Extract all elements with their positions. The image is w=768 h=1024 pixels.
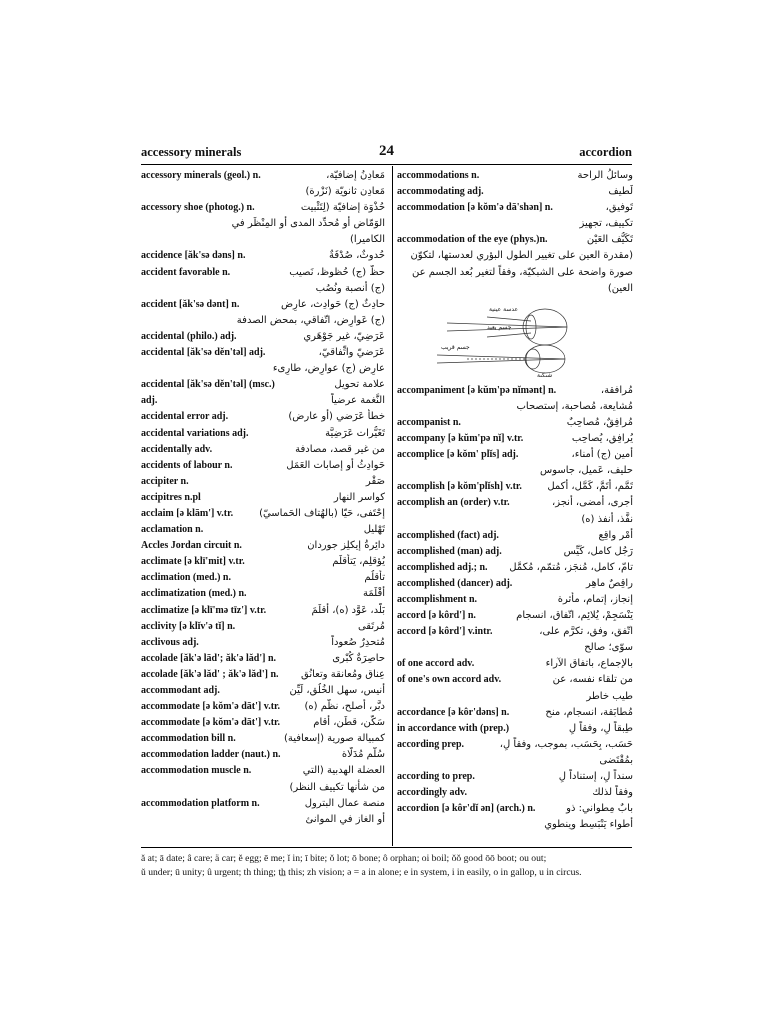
dictionary-entry [141,586,385,602]
dictionary-entry [141,554,385,570]
dictionary-entry [141,248,385,264]
entry-headword: according prep. [397,738,465,750]
entry-headword: accommodation platform n. [141,797,260,809]
entry-translation: حُذْوَة إضافيّة (لِتَثْبيت [300,202,385,214]
entry-translation: سنداً لِ، إستناداً لِ [558,771,633,782]
dictionary-entry [141,522,385,538]
entry-translation: أجرى، أمضى، أنجز، [551,497,633,509]
pronunciation-key [141,852,641,880]
entry-headword: accidence [ăk'sə dəns] n. [141,250,246,262]
dictionary-entry [141,506,385,522]
entry-translation: سَكَّن، قطَن، أقام [313,717,385,729]
entry-headword: accordingly adv. [397,787,468,799]
entry-translation: مُرافقة، [600,384,633,396]
entry-translation: وفقاً لذلك [592,787,633,799]
dictionary-entry [141,570,385,586]
entry-translation: اتّفق، وفق، تكرَّم على، [539,626,633,638]
dictionary-entry [141,345,385,377]
entry-translation: تَمَّم، أتَمَّ، كَمَّل، أكمل [547,481,633,493]
entry-headword: accomplice [ə kŏm' plĭs] adj. [397,449,519,461]
entry-translation: مَعادِنُ إضافيّة، [326,170,385,181]
entry-headword: acclamation n. [141,524,204,536]
entry-headword: accordance [ə kôr'dəns] n. [397,706,510,718]
entry-translation: سُلَّم مُدَلّاة [341,749,385,761]
entry-translation: حُدوثٌ، صُدْفَةٌ [329,250,385,262]
dictionary-entry [397,769,633,785]
entry-translation: حادِثٌ (ج) حَوادِث، عارِض [280,298,385,310]
dictionary-entry [141,715,385,731]
entry-translation: عَرَضيّ واتِّفاقيّ، [318,347,385,359]
right-column [397,168,633,833]
dictionary-entry [141,699,385,715]
entry-translation-continued: مُشايعة، مُصاحبة، إستصحاب [516,400,633,412]
entry-translation: أمْر واقِع [598,529,633,541]
dictionary-entry [397,415,633,431]
header-left-guideword: accessory minerals [141,145,242,159]
dictionary-entry [397,184,633,200]
figure-label: عدسة عينية [489,305,519,313]
entry-headword: accidentally adv. [141,443,213,455]
entry-translation-continued: حليف، عَميل، جاسوس [540,465,633,477]
dictionary-entry [141,603,385,619]
dictionary-entry [141,265,385,297]
entry-headword: accomplished adj.; n. [397,561,488,573]
entry-headword: accident favorable n. [141,266,231,278]
entry-headword: accordion [ə kôr'dĭ ən] (arch.) n. [397,803,536,815]
dictionary-entry [397,576,633,592]
dictionary-entry [397,544,633,560]
entry-translation: منصة عمال البترول [304,797,385,809]
entry-headword: accompaniment [ə kŭm'pə nĭmənt] n. [397,384,557,396]
entry-headword: adj. [141,395,158,407]
header-rule [141,164,632,165]
entry-headword: acclivous adj. [141,636,199,648]
dictionary-entry [141,747,385,763]
dictionary-entry [397,383,633,415]
entry-headword: accomplished (fact) adj. [397,529,499,541]
entry-translation-continued: سوّى؛ صالح [584,642,633,654]
dictionary-entry [141,490,385,506]
entry-translation-continued: نفَّذ، أنفذ (ه) [581,513,633,525]
entry-translation-continued: مَعادِن ثانويّة (نَزْرة) [305,186,385,198]
dictionary-entry [397,801,633,833]
entry-translation: إحْتَفى، حَيّا (بالهُتاف الحَماسيّ) [259,507,385,519]
dictionary-entry [141,458,385,474]
entry-headword: accommodate [ə kŏm'ə dāt'] v.tr. [141,717,281,729]
dictionary-entry [397,608,633,624]
dictionary-entry [397,447,633,479]
entry-translation: حَسَب، بِحَسَب، بموجب، وفقاً لِ، [499,738,633,750]
dictionary-entry [397,656,633,672]
entry-translation: مُتحدِرٌ صُعوداً [331,636,385,648]
dictionary-entry [397,232,633,296]
dictionary-entry [397,737,633,769]
entry-headword: accommodation of the eye (phys.)n. [397,234,548,246]
entry-translation: يُؤقلِم، يَتأقلَم [332,556,385,568]
dictionary-entry [397,495,633,527]
entry-translation-continued: الكاميرا) [350,234,385,246]
eye-diagram-figure [397,299,633,379]
entry-translation-continued: صورة واضحة على الشبكيّة، وفقاً لتغير بُعد الجسم عن [411,266,633,278]
entry-translation: رَجُل كامل، كَيِّس [563,545,633,557]
dictionary-entry [141,731,385,747]
figure-label: جسم بعيد [487,323,512,331]
dictionary-entry [141,168,385,200]
entry-translation: مُرافِقٌ، مُصاحِبٌ [566,416,633,428]
entry-headword: accommodation bill n. [141,733,236,745]
figure-label: شبكية [537,371,553,377]
entry-headword: acclimatization (med.) n. [141,588,247,600]
entry-translation-continued: (مقدرة العين على تغيير الطول البؤري لعدستها، لتكوّن [410,250,633,262]
entry-headword: accidental [ăk'sə děn'təl] (msc.) [141,379,275,391]
entry-headword: acclimatize [ə klī'mə tīz'] v.tr. [141,604,267,616]
entry-translation: بالإجماع، باتفاق الآراء [545,658,633,670]
entry-translation: بَلَّد، عَوَّد (ه)، أقلَمَ [311,604,385,616]
entry-translation: عِناق ومُعانقة وتعانُق [300,668,385,680]
entry-headword: accomplished (man) adj. [397,545,502,557]
entry-translation: عَرَضِيّ، غير جَوْهَري [303,330,385,342]
entry-headword: accessory minerals (geol.) n. [141,170,261,181]
dictionary-entry [141,667,385,683]
entry-headword: accidents of labour n. [141,459,233,471]
dictionary-entry [141,393,385,409]
page-number: 24 [379,143,394,159]
entry-headword: accessory shoe (photog.) n. [141,202,255,214]
entry-translation: دائِرةُ إيكلِز جوردان [307,540,385,552]
entry-translation: إنجاز، إتمام، مأثرة [557,593,633,605]
footer-rule [141,847,632,848]
header-right-guideword: accordion [579,145,632,159]
dictionary-entry [141,297,385,329]
entry-headword: accidental error adj. [141,411,229,423]
entry-translation-continued: أطواء يَنْبَسِط وينطوي [544,819,633,831]
entry-translation-continued: العين) [607,282,633,294]
entry-translation-continued: الوَمّاض أو مُحدِّد المدى أو المِنْظَر في [231,218,385,230]
entry-headword: acclimate [ə klī'mit] v.tr. [141,556,245,568]
dictionary-entry [397,592,633,608]
entry-headword: accommodation ladder (naut.) n. [141,749,281,761]
entry-headword: accommodant adj. [141,685,220,696]
entry-translation: من تلقاء نفسه، عن [552,674,633,686]
entry-headword: accord [ə kôrd'] v.intr. [397,626,493,638]
entry-translation: مُرتَقى [357,620,385,632]
dictionary-entry [397,721,633,737]
entry-translation: حاصِرَةٌ كُبْرى [332,652,385,664]
entry-headword: according to prep. [397,771,475,782]
entry-headword: accidental variations adj. [141,427,249,439]
dictionary-entry [141,442,385,458]
entry-headword: accommodating adj. [397,186,484,198]
entry-translation: علامة تحويل [334,379,385,391]
entry-headword: accomplish an (order) v.tr. [397,497,510,509]
pronunciation-key-line: ŭ under; ū unity; û urgent; th thing; t͟h this; zh vision; ə = a in alone; e in system, i in easily, o in gallop, u in circus. [141,867,582,878]
dictionary-entry [397,560,633,576]
dictionary-entry [141,377,385,393]
entry-translation: خطأ عَرَضي (أو عارض) [288,411,385,423]
column-divider [392,166,393,846]
entry-translation: كمبيالة صورية (إسعافية) [283,733,385,745]
entry-headword: accomplish [ə kŏm'plĭsh] v.tr. [397,481,522,493]
dictionary-entry [397,705,633,721]
entry-translation-continued: تكييف، تجهيز [579,218,633,230]
entry-translation: يُرافِق، يُصاحِب [571,433,633,445]
entry-translation-continued: (ج) عَوارِض، اتّفاقي، بمحض الصدفة [236,314,385,326]
dictionary-entry [397,200,633,232]
dictionary-entry [141,200,385,248]
entry-translation: مُطابَقة، انسجام، منح [545,706,633,718]
entry-translation: صَقْر [365,475,385,487]
dictionary-entry [141,651,385,667]
entry-translation: يَنْسَجِمْ، يُلائِم، اتّفاق، انسجام [516,610,633,622]
dictionary-entry [397,168,633,184]
entry-translation-continued: (ج) أنصبة ونُصُب [315,282,385,294]
dictionary-entry [141,426,385,442]
entry-translation-continued: عارِض (ج) عوارِض، طارِىء [272,363,385,375]
entry-translation: النَّغمة عرضياً [330,395,385,407]
entry-headword: acclimation (med.) n. [141,572,231,584]
entry-headword: acclaim [ə klām'] v.tr. [141,507,234,519]
entry-translation: دبَّر، أصلح، نظَّم (ه) [304,701,385,713]
entry-headword: accipiter n. [141,475,189,487]
entry-headword: accommodations n. [397,170,480,181]
entry-headword: accomplished (dancer) adj. [397,577,513,589]
entry-headword: in accordance with (prep.) [397,722,510,734]
entry-translation: حَوادِثُ أو إصابات العَمَل [286,459,385,471]
entry-translation-continued: من شأنها تكييف النظر) [289,781,385,793]
dictionary-entry [141,796,385,828]
dictionary-entry [397,479,633,495]
entry-translation: تَكَيُّف العَيْن [586,234,633,246]
dictionary-entry [141,329,385,345]
entry-translation: تأقلُم [364,572,385,584]
entry-translation-continued: بمُقْتَضى [599,754,633,766]
entry-headword: accompany [ə kŭm'pə nĭ] v.tr. [397,433,524,445]
entry-headword: accipitres n.pl [141,491,201,503]
entry-headword: of one accord adv. [397,658,475,670]
entry-translation: حظّ (ج) حُظوظ، نَصيب [289,266,385,278]
entry-translation: تامّ، كامل، مُنجَز، مُتمّم، مُكمَّل [509,561,633,573]
entry-headword: accord [ə kôrd'] n. [397,610,476,622]
entry-translation: راقِصٌ ماهِر [585,577,633,589]
entry-translation-continued: أو الغاز في الموانئ [305,813,385,825]
entry-translation: من غير قصد، مصادفة [295,443,385,455]
entry-headword: accommodate [ə kŏm'ə dāt'] v.tr. [141,701,281,713]
dictionary-entry [141,683,385,699]
entry-headword: accidental (philo.) adj. [141,330,237,342]
dictionary-entry [397,785,633,801]
dictionary-entry [141,635,385,651]
page-header [141,145,632,163]
entry-translation: بابٌ مِطواني: ذو [566,803,633,815]
dictionary-entry [141,474,385,490]
dictionary-entry [141,763,385,795]
dictionary-entry [397,672,633,704]
dictionary-entry [397,624,633,656]
entry-translation: تَوفيق، [605,202,633,214]
entry-translation: طِبقاً لِ، وفقاً لِ [568,722,633,734]
dictionary-entry [397,528,633,544]
entry-translation: أقْلَمَة [362,588,385,600]
dictionary-entry [141,409,385,425]
entry-translation: تَهْليل [363,524,385,536]
entry-headword: accompanist n. [397,416,461,428]
entry-headword: accident [ăk'sə dənt] n. [141,298,240,310]
entry-translation: وسائلُ الراحة [577,170,633,181]
pronunciation-key-line: ă at; ā date; â care; ä car; ĕ egg; ē me; ĭ in; ī bite; ŏ lot; ō bone; ô orphan; oi boil; ŏŏ good ōō boot; ou out; [141,853,547,864]
entry-translation: أنيس، سهل الخُلُق، لَيِّن [289,685,385,696]
entry-translation: تَغَيُّرات عَرَضِيَّة [325,427,385,439]
entry-headword: acclivity [ə klĭv'ə tĭ] n. [141,620,236,632]
dictionary-entry [141,538,385,554]
entry-headword: accolade [ăk'ə lād'; ăk'ə lăd'] n. [141,652,276,664]
entry-headword: Accles Jordan circuit n. [141,540,242,552]
entry-headword: accolade [ăk'ə lăd' ; ăk'ə lăd'] n. [141,668,279,680]
entry-translation: أمين (ج) أمناء، [571,449,633,461]
dictionary-entry [141,619,385,635]
dictionary-entry [397,431,633,447]
figure-label: جسم قريب [441,343,470,351]
entry-headword: of one's own accord adv. [397,674,502,686]
entry-headword: accidental [ăk'sə děn'təl] adj. [141,347,266,359]
entry-translation-continued: طيب خاطر [586,690,633,702]
entry-translation: العضلة الهدبية (التي [302,765,385,777]
entry-headword: accommodation [ə kŏm'ə dā'shən] n. [397,202,553,214]
entry-headword: accommodation muscle n. [141,765,252,777]
eye-accommodation-diagram [427,299,577,377]
entry-headword: accomplishment n. [397,593,477,605]
entry-translation: لَطيف [608,186,633,198]
left-column [141,168,385,828]
entry-translation: كواسر النهار [333,491,385,503]
